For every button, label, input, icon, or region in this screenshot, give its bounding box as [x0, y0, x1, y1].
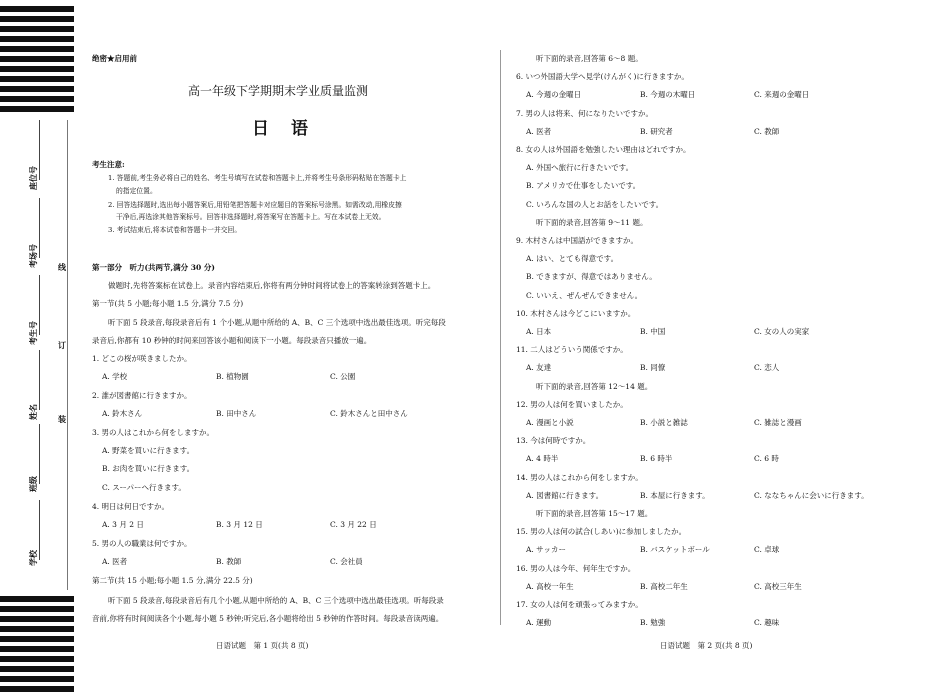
binding-stripe — [0, 666, 74, 672]
option-a: A. 図書館に行きます。 — [526, 491, 604, 500]
option-b: B. 勉強 — [640, 618, 666, 627]
notice-heading: 考生注意: — [92, 160, 125, 169]
option-a: A. 運動 — [526, 618, 552, 627]
question: 4. 明日は何日ですか。 — [92, 502, 170, 511]
secret-label: 绝密★启用前 — [92, 54, 137, 63]
binding-stripe — [0, 16, 74, 22]
notice-line: 1. 答题前,考生务必将自己的姓名、考生号填写在试卷和答题卡上,并将考生号条形码粘贴在答题卡上 — [108, 174, 407, 182]
option: C. いろんな国の人とお話をしたいです。 — [526, 200, 664, 209]
option-c: C. 教師 — [754, 127, 780, 136]
binding-stripe — [0, 36, 74, 42]
option-a: A. 今週の金曜日 — [526, 90, 582, 99]
option-c: C. 公園 — [330, 372, 356, 381]
option-a: A. 鈴木さん — [102, 409, 143, 418]
seat-label: 座位号 — [28, 166, 38, 190]
option-b: B. 今週の木曜日 — [640, 90, 696, 99]
option-a: A. 学校 — [102, 372, 128, 381]
option-b: B. 小説と雑誌 — [640, 418, 688, 427]
school-line — [39, 500, 40, 560]
sec1-desc: 听下面 5 段录音,每段录音后有 1 个小题,从题中所给的 A、B、C 三个选项中选出最佳选项。听完每段 — [108, 318, 446, 327]
option-b: B. 高校二年生 — [640, 582, 688, 591]
notice-line: 的指定位置。 — [116, 187, 157, 195]
option-a: A. サッカー — [526, 545, 567, 554]
option-a: A. 4 時半 — [526, 454, 559, 463]
option-a: A. 野菜を買いに行きます。 — [102, 446, 195, 455]
option-c: C. 6 時 — [754, 454, 779, 463]
name-line — [39, 350, 40, 410]
room-label: 考场号 — [28, 244, 38, 268]
question: 16. 男の人は今年、何年生ですか。 — [516, 564, 636, 573]
option-c: C. 3 月 22 日 — [330, 520, 377, 529]
option-b: B. 田中さん — [216, 409, 257, 418]
binding-stripe — [0, 686, 74, 692]
question: 7. 男の人は将来、何になりたいですか。 — [516, 109, 654, 118]
option-b: B. バスケットボール — [640, 545, 710, 554]
option-b: B. 同僚 — [640, 363, 666, 372]
section-instruction: 听下面的录音,回答第 15～17 题。 — [536, 509, 653, 518]
question: 2. 誰が図書館に行きますか。 — [92, 391, 192, 400]
option-c: C. 鈴木さんと田中さん — [330, 409, 408, 418]
option-c: C. 趣味 — [754, 618, 780, 627]
question: 1. どこの桜が咲きましたか。 — [92, 354, 192, 363]
question: 5. 男の人の職業は何ですか。 — [92, 539, 192, 548]
seat-line — [39, 120, 40, 180]
bind-ding: 订 — [58, 340, 66, 350]
option-b: B. 教師 — [216, 557, 242, 566]
question: 15. 男の人は何の試合(しあい)に参加しましたか。 — [516, 527, 687, 536]
notice-line: 干净后,再选涂其他答案标号。回答非选择题时,将答案写在答题卡上。写在本试卷上无效。 — [116, 213, 386, 221]
option-b: B. 植物園 — [216, 372, 249, 381]
binding-stripe — [0, 96, 74, 102]
question: 10. 木村さんは今どこにいますか。 — [516, 309, 636, 318]
section-instruction: 听下面的录音,回答第 9～11 题。 — [536, 218, 648, 227]
name-label: 姓名 — [28, 404, 38, 420]
question: 3. 男の人はこれから何をしますか。 — [92, 428, 215, 437]
section-instruction: 听下面的录音,回答第 12～14 题。 — [536, 382, 653, 391]
option-a: A. 高校一年生 — [526, 582, 574, 591]
part1-heading: 第一部分 听力(共两节,满分 30 分) — [92, 263, 215, 272]
page-1-footer: 日语试题 第 1 页(共 8 页) — [216, 641, 309, 650]
option-c: C. 恋人 — [754, 363, 780, 372]
exam-no-line — [39, 275, 40, 335]
page-divider — [500, 50, 501, 625]
option-c: C. 高校三年生 — [754, 582, 802, 591]
binding-stripe — [0, 636, 74, 642]
option-a: A. 漫画と小説 — [526, 418, 574, 427]
binding-stripe — [0, 596, 74, 602]
notice-line: 3. 考试结束后,将本试卷和答题卡一并交回。 — [108, 226, 242, 234]
option-b: B. 6 時半 — [640, 454, 673, 463]
binding-stripe — [0, 56, 74, 62]
class-line — [39, 424, 40, 484]
option-a: A. 3 月 2 日 — [102, 520, 144, 529]
option-c: C. 来週の金曜日 — [754, 90, 810, 99]
option: A. 外国へ旅行に行きたいです。 — [526, 163, 634, 172]
option-a: A. 医者 — [526, 127, 552, 136]
binding-stripe — [0, 46, 74, 52]
binding-stripe — [0, 66, 74, 72]
option-a: A. 日本 — [526, 327, 552, 336]
class-label: 班级 — [28, 476, 38, 492]
bind-xian: 线 — [58, 262, 66, 272]
binding-stripe — [0, 106, 74, 112]
binding-stripe — [0, 6, 74, 12]
question: 14. 男の人はこれから何をしますか。 — [516, 473, 643, 482]
option-c: C. 会社員 — [330, 557, 363, 566]
binding-stripe — [0, 616, 74, 622]
question: 17. 女の人は何を頑張ってみますか。 — [516, 600, 643, 609]
sec1-heading: 第一节(共 5 小题;每小题 1.5 分,满分 7.5 分) — [92, 299, 244, 308]
question: 8. 女の人は外国語を勉強したい理由はどれですか。 — [516, 145, 691, 154]
question: 12. 男の人は何を買いましたか。 — [516, 400, 628, 409]
option-b: B. 研究者 — [640, 127, 673, 136]
option-a: A. 友達 — [526, 363, 552, 372]
option-c: C. 雑誌と漫画 — [754, 418, 802, 427]
binding-stripe — [0, 26, 74, 32]
option: B. アメリカで仕事をしたいです。 — [526, 181, 641, 190]
sec1-desc: 录音后,你都有 10 秒钟的时间来回答该小题和阅读下一小题。每段录音只播放一遍。 — [92, 336, 372, 345]
option: B. できますが、得意ではありません。 — [526, 272, 657, 281]
part1-desc: 做题时,先将答案标在试卷上。录音内容结束后,你将有两分钟时间将试卷上的答案转涂到答题卡上。 — [108, 281, 436, 290]
option-b: B. お肉を買いに行きます。 — [102, 464, 195, 473]
binding-line — [67, 120, 68, 590]
binding-stripe — [0, 86, 74, 92]
binding-stripe — [0, 676, 74, 682]
notice-line: 2. 回答选择题时,选出每小题答案后,用铅笔把答题卡对应题目的答案标号涂黑。如需改动,用橡皮擦 — [108, 201, 402, 209]
binding-stripe — [0, 646, 74, 652]
option-a: A. 医者 — [102, 557, 128, 566]
question: 6. いつ外国語大学へ見学(けんがく)に行きますか。 — [516, 72, 689, 81]
option-c: C. 卓球 — [754, 545, 780, 554]
exam-no-label: 考生号 — [28, 321, 38, 345]
option-b: B. 中国 — [640, 327, 666, 336]
option-b: B. 本屋に行きます。 — [640, 491, 710, 500]
sec2-desc: 音前,你将有时间阅读各个小题,每小题 5 秒钟;听完后,各小题将给出 5 秒钟的作答时间。每段录音读两遍。 — [92, 614, 444, 623]
bind-zhuang: 装 — [58, 414, 66, 424]
subject-title: 日语 — [252, 119, 330, 139]
option-c: C. スーパーへ行きます。 — [102, 483, 186, 492]
room-line — [39, 198, 40, 258]
binding-stripe — [0, 656, 74, 662]
option-c: C. ななちゃんに会いに行きます。 — [754, 491, 869, 500]
option-b: B. 3 月 12 日 — [216, 520, 263, 529]
question: 11. 二人はどういう関係ですか。 — [516, 345, 628, 354]
option-c: C. 女の人の実家 — [754, 327, 810, 336]
option: C. いいえ、ぜんぜんできません。 — [526, 291, 643, 300]
binding-stripe — [0, 606, 74, 612]
binding-stripe — [0, 76, 74, 82]
option: A. はい、とても得意です。 — [526, 254, 619, 263]
page-2-footer: 日语试题 第 2 页(共 8 页) — [660, 641, 753, 650]
exam-title: 高一年级下学期期末学业质量监测 — [188, 84, 369, 98]
sec2-heading: 第二节(共 15 小题;每小题 1.5 分,满分 22.5 分) — [92, 576, 253, 585]
school-label: 学校 — [28, 550, 38, 566]
binding-stripe — [0, 626, 74, 632]
sec2-desc: 听下面 5 段录音,每段录音后有几个小题,从题中所给的 A、B、C 三个选项中选出最佳选项。听每段录 — [108, 596, 444, 605]
question: 9. 木村さんは中国語ができますか。 — [516, 236, 639, 245]
question: 13. 今は何時ですか。 — [516, 436, 591, 445]
section-instruction: 听下面的录音,回答第 6～8 题。 — [536, 54, 643, 63]
